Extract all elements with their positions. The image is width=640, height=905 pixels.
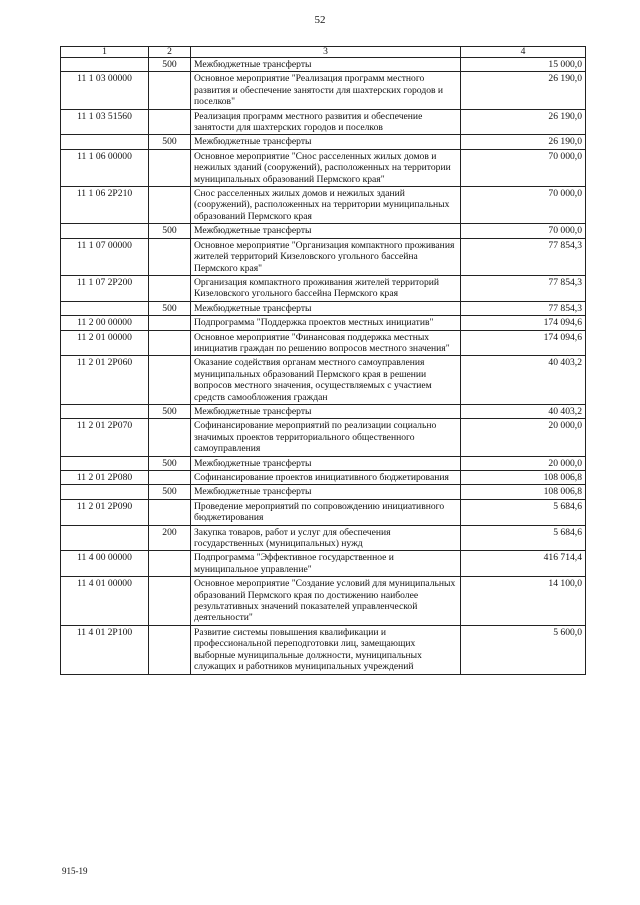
item-name: Межбюджетные трансферты — [191, 301, 461, 315]
expense-type-code — [149, 471, 191, 485]
table-row — [61, 301, 586, 315]
amount-value: 5 684,6 — [461, 499, 586, 525]
budget-table — [60, 46, 586, 675]
table-row — [61, 456, 586, 470]
expense-type-code: 500 — [149, 224, 191, 238]
expense-type-code — [149, 187, 191, 224]
expense-type-code: 500 — [149, 404, 191, 418]
expense-type-code — [149, 149, 191, 186]
budget-classification-code: 11 2 01 00000 — [61, 330, 149, 356]
expense-type-code — [149, 625, 191, 674]
amount-value: 40 403,2 — [461, 404, 586, 418]
budget-classification-code: 11 2 01 2Р060 — [61, 356, 149, 405]
table-row — [61, 404, 586, 418]
item-name: Снос расселенных жилых домов и нежилых зданий (сооружений), расположенных на территории муниципальных образований Пермского края — [191, 187, 461, 224]
amount-value: 174 094,6 — [461, 330, 586, 356]
budget-classification-code — [61, 525, 149, 551]
item-name: Основное мероприятие "Снос расселенных жилых домов и нежилых зданий (сооружений), расположенных на территории муниципальных образований Пермского края" — [191, 149, 461, 186]
budget-classification-code: 11 1 03 51560 — [61, 109, 149, 135]
column-header: 2 — [149, 47, 191, 58]
amount-value: 77 854,3 — [461, 301, 586, 315]
expense-type-code — [149, 72, 191, 109]
table-row — [61, 356, 586, 405]
budget-classification-code — [61, 135, 149, 149]
amount-value: 77 854,3 — [461, 238, 586, 275]
expense-type-code — [149, 330, 191, 356]
budget-classification-code — [61, 456, 149, 470]
amount-value: 70 000,0 — [461, 224, 586, 238]
item-name: Развитие системы повышения квалификации и профессиональной переподготовки лиц, замещающих выборные муниципальные должности, муниципальных служащих и работников муниципальных учреждений — [191, 625, 461, 674]
table-row — [61, 238, 586, 275]
item-name: Межбюджетные трансферты — [191, 58, 461, 72]
budget-classification-code — [61, 58, 149, 72]
expense-type-code: 500 — [149, 135, 191, 149]
amount-value: 26 190,0 — [461, 135, 586, 149]
table-row — [61, 316, 586, 330]
table-row — [61, 187, 586, 224]
item-name: Проведение мероприятий по сопровождению инициативного бюджетирования — [191, 499, 461, 525]
budget-classification-code: 11 2 01 2Р070 — [61, 419, 149, 456]
item-name: Подпрограмма "Поддержка проектов местных инициатив" — [191, 316, 461, 330]
item-name: Реализация программ местного развития и обеспечение занятости для шахтерских городов и поселков — [191, 109, 461, 135]
amount-value: 14 100,0 — [461, 577, 586, 626]
amount-value: 70 000,0 — [461, 187, 586, 224]
table-row — [61, 135, 586, 149]
budget-classification-code — [61, 224, 149, 238]
amount-value: 26 190,0 — [461, 72, 586, 109]
amount-value: 108 006,8 — [461, 471, 586, 485]
expense-type-code: 500 — [149, 301, 191, 315]
table-row — [61, 224, 586, 238]
amount-value: 77 854,3 — [461, 275, 586, 301]
column-header: 4 — [461, 47, 586, 58]
item-name: Подпрограмма "Эффективное государственное и муниципальное управление" — [191, 551, 461, 577]
expense-type-code: 500 — [149, 456, 191, 470]
table-row — [61, 330, 586, 356]
budget-classification-code: 11 1 07 2Р200 — [61, 275, 149, 301]
amount-value: 20 000,0 — [461, 419, 586, 456]
expense-type-code — [149, 109, 191, 135]
budget-classification-code: 11 1 07 00000 — [61, 238, 149, 275]
amount-value: 70 000,0 — [461, 149, 586, 186]
item-name: Межбюджетные трансферты — [191, 224, 461, 238]
budget-classification-code: 11 4 00 00000 — [61, 551, 149, 577]
expense-type-code — [149, 419, 191, 456]
item-name: Основное мероприятие "Финансовая поддержка местных инициатив граждан по решению вопросов местного значения" — [191, 330, 461, 356]
expense-type-code: 500 — [149, 485, 191, 499]
table-row — [61, 471, 586, 485]
table-row — [61, 72, 586, 109]
table-row — [61, 499, 586, 525]
budget-classification-code — [61, 485, 149, 499]
column-header: 3 — [191, 47, 461, 58]
budget-classification-code — [61, 301, 149, 315]
budget-classification-code: 11 2 01 2Р080 — [61, 471, 149, 485]
item-name: Межбюджетные трансферты — [191, 485, 461, 499]
table-row — [61, 525, 586, 551]
expense-type-code: 500 — [149, 58, 191, 72]
item-name: Межбюджетные трансферты — [191, 135, 461, 149]
amount-value: 15 000,0 — [461, 58, 586, 72]
expense-type-code — [149, 275, 191, 301]
item-name: Основное мероприятие "Реализация программ местного развития и обеспечение занятости для шахтерских городов и поселков" — [191, 72, 461, 109]
amount-value: 20 000,0 — [461, 456, 586, 470]
table-row — [61, 577, 586, 626]
amount-value: 26 190,0 — [461, 109, 586, 135]
amount-value: 174 094,6 — [461, 316, 586, 330]
amount-value: 416 714,4 — [461, 551, 586, 577]
expense-type-code — [149, 551, 191, 577]
table-row — [61, 625, 586, 674]
budget-classification-code: 11 4 01 00000 — [61, 577, 149, 626]
expense-type-code — [149, 577, 191, 626]
budget-classification-code: 11 1 03 00000 — [61, 72, 149, 109]
budget-classification-code: 11 2 00 00000 — [61, 316, 149, 330]
expense-type-code — [149, 238, 191, 275]
item-name: Закупка товаров, работ и услуг для обеспечения государственных (муниципальных) нужд — [191, 525, 461, 551]
table-row — [61, 485, 586, 499]
table-row — [61, 109, 586, 135]
table-header-row — [61, 47, 586, 58]
item-name: Межбюджетные трансферты — [191, 456, 461, 470]
budget-classification-code: 11 2 01 2Р090 — [61, 499, 149, 525]
item-name: Основное мероприятие "Создание условий для муниципальных образований Пермского края по достижению наиболее результативных значений показателей управленческой деятельности" — [191, 577, 461, 626]
expense-type-code — [149, 316, 191, 330]
expense-type-code: 200 — [149, 525, 191, 551]
item-name: Межбюджетные трансферты — [191, 404, 461, 418]
document-code: 915-19 — [62, 866, 88, 876]
table-row — [61, 275, 586, 301]
expense-type-code — [149, 356, 191, 405]
item-name: Организация компактного проживания жителей территорий Кизеловского угольного бассейна Пермского края — [191, 275, 461, 301]
amount-value: 5 600,0 — [461, 625, 586, 674]
budget-classification-code: 11 4 01 2Р100 — [61, 625, 149, 674]
budget-classification-code: 11 1 06 2Р210 — [61, 187, 149, 224]
budget-classification-code: 11 1 06 00000 — [61, 149, 149, 186]
table-row — [61, 58, 586, 72]
item-name: Софинансирование проектов инициативного бюджетирования — [191, 471, 461, 485]
table-row — [61, 149, 586, 186]
item-name: Основное мероприятие "Организация компактного проживания жителей территорий Кизеловского угольного бассейна Пермского края" — [191, 238, 461, 275]
table-row — [61, 419, 586, 456]
table-body — [61, 58, 586, 675]
table-row — [61, 551, 586, 577]
column-header: 1 — [61, 47, 149, 58]
item-name: Софинансирование мероприятий по реализации социально значимых проектов территориального общественного самоуправления — [191, 419, 461, 456]
expense-type-code — [149, 499, 191, 525]
amount-value: 40 403,2 — [461, 356, 586, 405]
item-name: Оказание содействия органам местного самоуправления муниципальных образований Пермского края в решении вопросов местного значения, осуществляемых с участием средств самообложения граждан — [191, 356, 461, 405]
amount-value: 5 684,6 — [461, 525, 586, 551]
page-number: 52 — [314, 14, 326, 26]
budget-classification-code — [61, 404, 149, 418]
amount-value: 108 006,8 — [461, 485, 586, 499]
